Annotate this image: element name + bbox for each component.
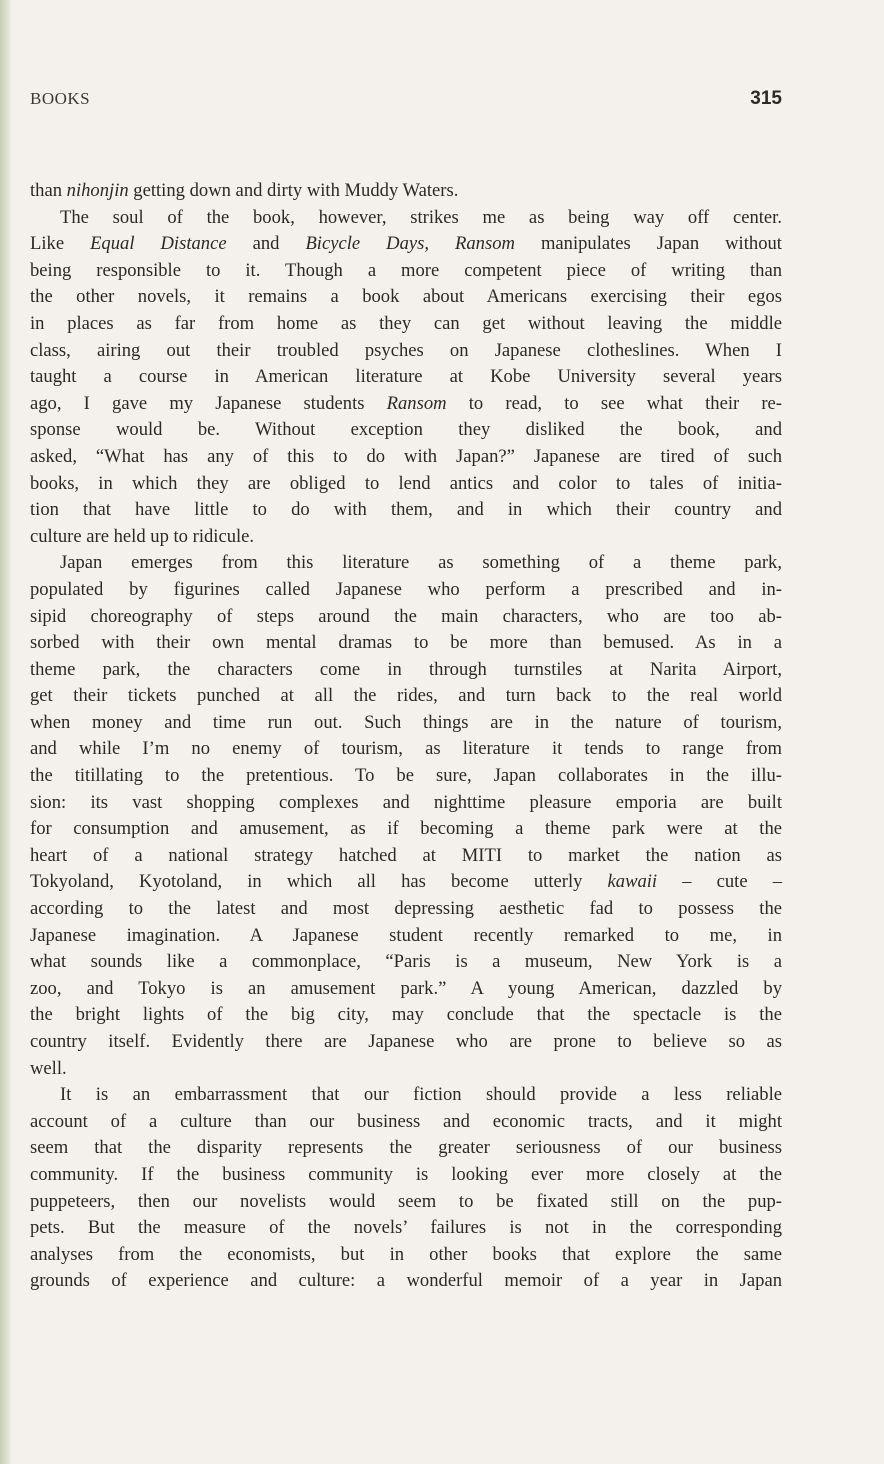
text-span: community. If the business community is looking ever more closely at the — [30, 1163, 782, 1185]
text-span: books, in which they are obliged to lend antics and color to tales of initia- — [30, 472, 782, 494]
text-span: Like — [30, 233, 91, 255]
text-line — [30, 869, 782, 896]
text-line — [30, 178, 782, 205]
text-span: the titillating to the pretentious. To be sure, Japan collaborates in the illu- — [30, 765, 782, 787]
text-line — [30, 763, 782, 790]
text-line — [30, 1002, 782, 1029]
text-line — [30, 1109, 782, 1136]
text-span: sorbed with their own mental dramas to be more than bemused. As in a — [30, 632, 782, 654]
text-line — [30, 816, 782, 843]
text-span: The soul of the book, however, strikes me as being way off center. — [60, 206, 782, 228]
text-span: Japanese imagination. A Japanese student recently remarked to me, in — [30, 924, 782, 946]
text-line — [30, 949, 782, 976]
text-line — [30, 976, 782, 1003]
text-span: the other novels, it remains a book about Americans exercising their egos — [30, 286, 782, 308]
text-line — [30, 338, 782, 365]
text-line — [30, 1056, 782, 1083]
body-text — [30, 178, 782, 1295]
text-line — [30, 630, 782, 657]
text-span: It is an embarrassment that our fiction should provide a less reliable — [60, 1084, 782, 1106]
text-span: account of a culture than our business and economic tracts, and it might — [30, 1110, 782, 1132]
text-span: than — [30, 180, 67, 201]
text-line — [30, 657, 782, 684]
italic-title: Bicycle Days, Ransom — [305, 233, 515, 255]
text-line — [30, 1029, 782, 1056]
text-span: seem that the disparity represents the greater seriousness of our business — [30, 1137, 782, 1159]
text-span: taught a course in American literature at Kobe University several years — [30, 366, 782, 388]
text-line — [30, 1082, 782, 1109]
text-span: zoo, and Tokyo is an amusement park.” A young American, dazzled by — [30, 977, 782, 999]
text-line — [30, 604, 782, 631]
text-span: getting down and dirty with Muddy Waters. — [128, 180, 459, 201]
text-span: in places as far from home as they can get without leaving the middle — [30, 312, 782, 334]
text-line — [30, 1162, 782, 1189]
text-span: puppeteers, then our novelists would seem to be fixated still on the pup- — [30, 1190, 782, 1212]
text-span: the bright lights of the big city, may conclude that the spectacle is the — [30, 1004, 782, 1026]
text-line — [30, 471, 782, 498]
text-span: and while I’m no enemy of tourism, as literature it tends to range from — [30, 738, 782, 760]
text-line — [30, 683, 782, 710]
italic-title: Equal Distance — [90, 233, 227, 255]
text-line — [30, 550, 782, 577]
text-line — [30, 258, 782, 285]
text-span: grounds of experience and culture: a wonderful memoir of a year in Japan — [30, 1270, 782, 1292]
text-span: Japan emerges from this literature as something of a theme park, — [60, 552, 782, 574]
text-span: populated by figurines called Japanese who perform a prescribed and in- — [30, 578, 782, 600]
text-line — [30, 284, 782, 311]
text-line — [30, 790, 782, 817]
text-span: culture are held up to ridicule. — [30, 525, 255, 547]
text-span: what sounds like a commonplace, “Paris is a museum, New York is a — [30, 951, 782, 973]
page-header — [30, 88, 782, 116]
text-line — [30, 1189, 782, 1216]
text-span: Tokyoland, Kyotoland, in which all has become utterly — [30, 871, 608, 893]
text-line — [30, 205, 782, 232]
text-span: heart of a national strategy hatched at MITI to market the nation as — [30, 844, 782, 866]
text-line — [30, 524, 782, 551]
text-span: pets. But the measure of the novels’ failures is not in the corresponding — [30, 1217, 782, 1239]
text-span: ago, I gave my Japanese students — [30, 392, 387, 414]
text-span: sponse would be. Without exception they disliked the book, and — [30, 419, 782, 441]
text-span: get their tickets punched at all the rides, and turn back to the real world — [30, 685, 782, 707]
text-line — [30, 577, 782, 604]
text-span: country itself. Evidently there are Japanese who are prone to believe so as — [30, 1031, 782, 1052]
text-span: and — [226, 233, 306, 255]
text-span: sion: its vast shopping complexes and nighttime pleasure emporia are built — [30, 791, 782, 813]
text-line — [30, 736, 782, 763]
text-span: well. — [30, 1057, 67, 1079]
text-line — [30, 1242, 782, 1269]
text-span: asked, “What has any of this to do with Japan?” Japanese are tired of such — [30, 445, 782, 467]
text-span: analyses from the economists, but in other books that explore the same — [30, 1243, 782, 1265]
italic-title: Ransom — [386, 392, 447, 414]
text-line — [30, 444, 782, 471]
text-line — [30, 843, 782, 870]
text-span: to read, to see what their re- — [446, 392, 782, 414]
page-spine-shadow — [0, 0, 12, 1464]
italic-title: nihonjin — [66, 180, 129, 201]
text-line — [30, 1268, 782, 1295]
text-line — [30, 391, 782, 418]
text-line — [30, 923, 782, 950]
text-line — [30, 1215, 782, 1242]
text-line — [30, 364, 782, 391]
text-line — [30, 311, 782, 338]
text-span: when money and time run out. Such things are in the nature of tourism, — [30, 711, 782, 733]
text-span: for consumption and amusement, as if becoming a theme park were at the — [30, 818, 782, 840]
text-span: tion that have little to do with them, and in which their country and — [30, 499, 782, 521]
page-number: 315 — [750, 88, 782, 109]
text-line — [30, 417, 782, 444]
text-span: theme park, the characters come in through turnstiles at Narita Airport, — [30, 658, 782, 680]
text-span: being responsible to it. Though a more competent piece of writing than — [30, 259, 782, 281]
text-line — [30, 497, 782, 524]
text-span: class, airing out their troubled psyches on Japanese clotheslines. When I — [30, 339, 782, 361]
text-span: according to the latest and most depressing aesthetic fad to possess the — [30, 898, 782, 920]
text-line — [30, 896, 782, 923]
text-span: – cute – — [657, 871, 782, 893]
text-span: manipulates Japan without — [514, 233, 782, 255]
text-line — [30, 1135, 782, 1162]
text-line — [30, 231, 782, 258]
text-span: sipid choreography of steps around the main characters, who are too ab- — [30, 605, 782, 627]
italic-title: kawaii — [607, 871, 658, 893]
running-head: BOOKS — [30, 89, 91, 108]
text-line — [30, 710, 782, 737]
